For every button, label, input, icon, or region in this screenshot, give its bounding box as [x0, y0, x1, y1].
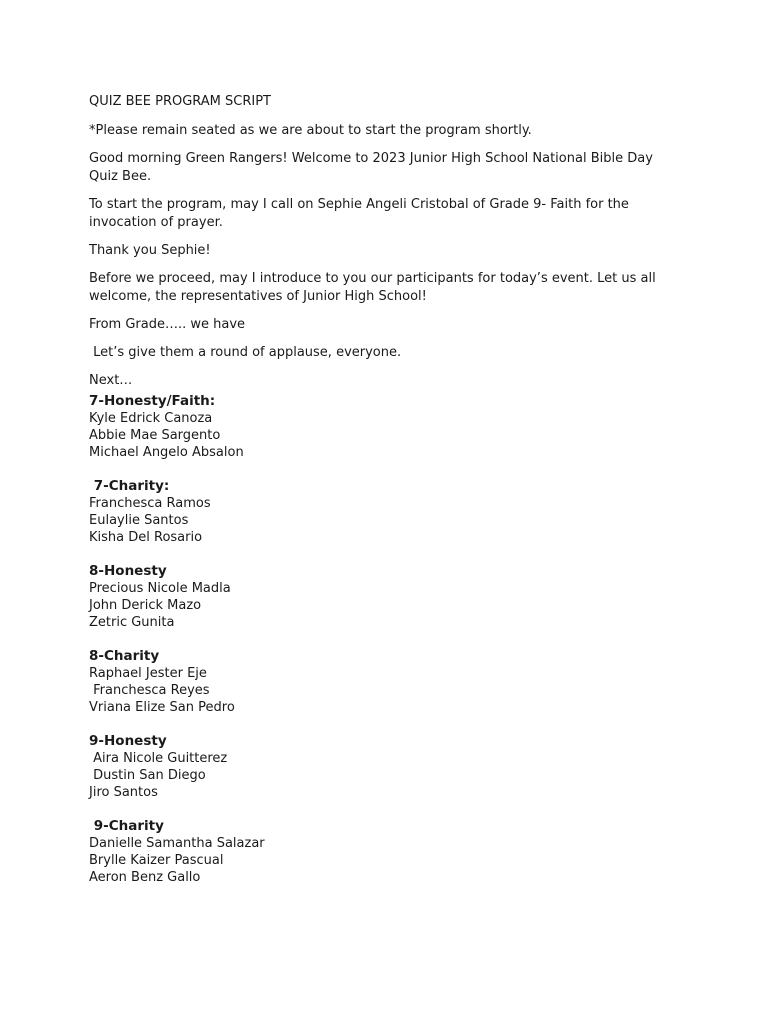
participant-name: Franchesca Reyes	[89, 683, 210, 698]
paragraph-from-grade: From Grade….. we have	[89, 317, 246, 332]
participant-name: Brylle Kaizer Pascual	[89, 853, 224, 868]
participant-name: Kisha Del Rosario	[89, 530, 203, 545]
participant-name: Aeron Benz Gallo	[89, 870, 201, 885]
paragraph-introduce-participants: Before we proceed, may I introduce to you our participants for today’s event. Let us all welcome, the representatives of Junior High School!	[89, 271, 660, 304]
paragraph-next: Next…	[89, 373, 133, 388]
paragraph-remain-seated: *Please remain seated as we are about to start the program shortly.	[89, 123, 532, 138]
participant-name: Raphael Jester Eje	[89, 666, 207, 681]
participant-group	[89, 393, 679, 461]
paragraph-thank-you: Thank you Sephie!	[89, 243, 211, 258]
group-heading: 8-Honesty	[89, 563, 167, 579]
participant-name: Eulaylie Santos	[89, 513, 189, 528]
paragraph-welcome: Good morning Green Rangers! Welcome to 2023 Junior High School National Bible Day Quiz Bee.	[89, 151, 658, 184]
participant-name: Vriana Elize San Pedro	[89, 700, 235, 715]
participant-name: Danielle Samantha Salazar	[89, 836, 265, 851]
paragraph-invocation: To start the program, may I call on Sephie Angeli Cristobal of Grade 9- Faith for the invocation of prayer.	[89, 197, 634, 230]
participant-group	[89, 648, 679, 716]
group-heading: 7-Honesty/Faith:	[89, 393, 216, 409]
participant-name: Precious Nicole Madla	[89, 581, 231, 596]
participant-group	[89, 733, 679, 801]
participant-name: Dustin San Diego	[89, 768, 206, 783]
group-heading: 8-Charity	[89, 648, 160, 664]
participant-name: Zetric Gunita	[89, 615, 175, 630]
participant-name: Franchesca Ramos	[89, 496, 211, 511]
participant-group	[89, 818, 679, 886]
group-heading: 9-Charity	[89, 818, 164, 834]
participant-name: Jiro Santos	[89, 785, 158, 800]
participant-name: Abbie Mae Sargento	[89, 428, 221, 443]
participant-name: John Derick Mazo	[89, 598, 202, 613]
paragraph-applause: Let’s give them a round of applause, everyone.	[89, 345, 402, 360]
participant-name: Michael Angelo Absalon	[89, 445, 244, 460]
document-title: QUIZ BEE PROGRAM SCRIPT	[89, 94, 271, 109]
participant-group	[89, 478, 679, 546]
participant-name: Kyle Edrick Canoza	[89, 411, 213, 426]
group-heading: 9-Honesty	[89, 733, 167, 749]
participant-name: Aira Nicole Guitterez	[89, 751, 228, 766]
participant-group	[89, 563, 679, 631]
document-page	[89, 93, 679, 903]
group-heading: 7-Charity:	[89, 478, 170, 494]
